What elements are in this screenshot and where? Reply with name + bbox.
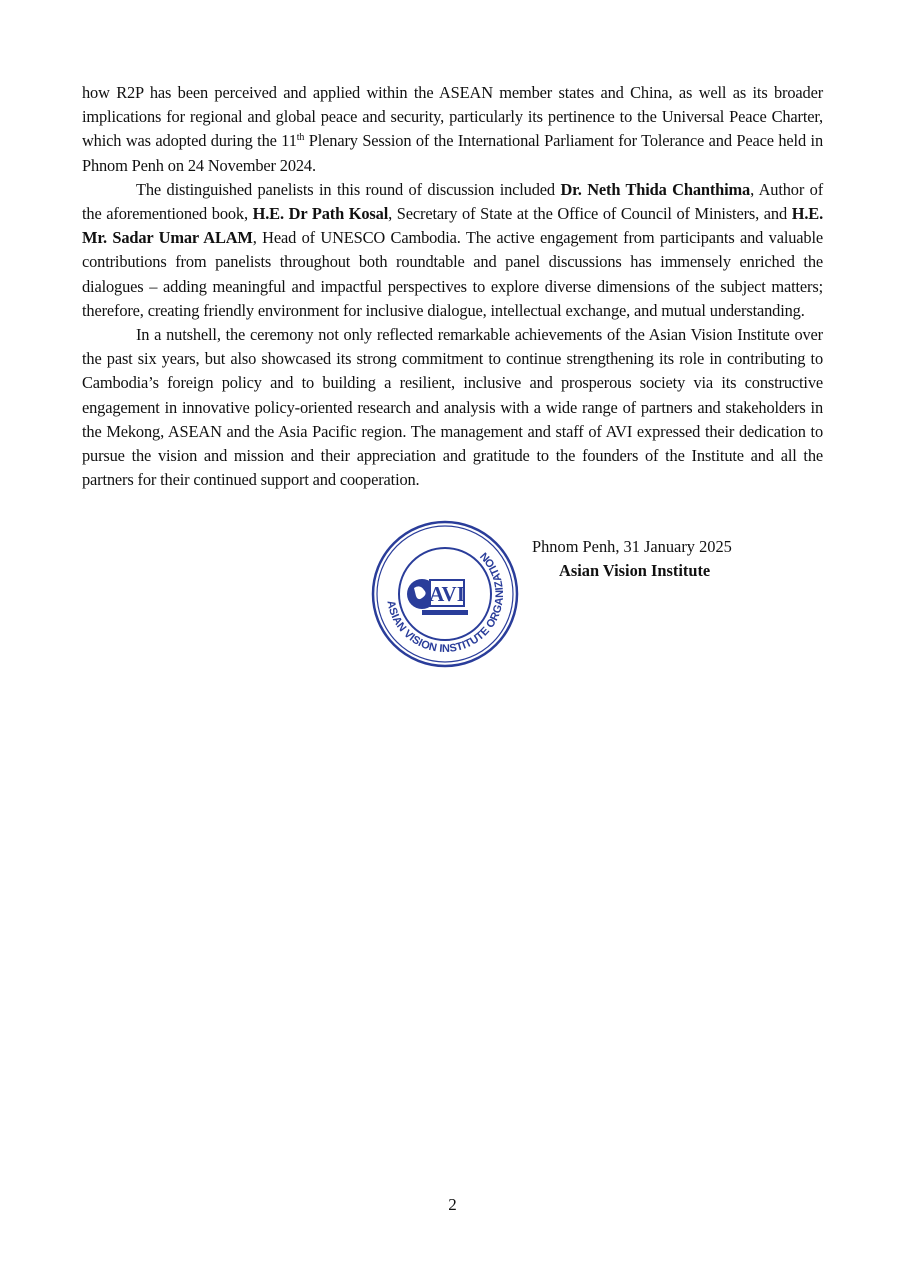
paragraph-2	[82, 178, 823, 323]
paragraph-1-text: how R2P has been perceived and applied within the ASEAN member states and China, as well as its broader implications for regional and global peace and security, particularly its pertinence to the Universal Peace Charter, which was adopted during the 11	[82, 83, 823, 151]
page-number: 2	[448, 1195, 457, 1214]
paragraph-3: In a nutshell, the ceremony not only reflected remarkable achievements of the Asian Vision Institute over the past six years, but also showcased its strong commitment to continue strengthening its role in contributing to Cambodia’s foreign policy and to building a resilient, inclusive and prosperous society via its constructive engagement in innovative policy-oriented research and analysis with a wide range of partners and stakeholders in the Mekong, ASEAN and the Asia Pacific region. The management and staff of AVI expressed their dedication to pursue the vision and mission and their appreciation and gratitude to the founders of the Institute and all the partners for their continued support and cooperation.	[82, 325, 823, 490]
organization-stamp-icon	[370, 520, 520, 668]
panelist-name-2: H.E. Dr Path Kosal	[252, 204, 389, 224]
paragraph-1	[82, 81, 823, 178]
stamp-banner	[422, 610, 468, 615]
place-date: Phnom Penh, 31 January 2025	[532, 537, 732, 556]
signature-block	[532, 535, 792, 583]
panelist-name-1: Dr. Neth Thida Chanthima	[560, 179, 751, 199]
paragraph-2-text: , Head of UNESCO Cambodia. The active engagement from participants and valuable contributions from panelists throughout both roundtable and panel discussions has immensely enriched the dialogues – adding meaningful and impactful perspectives to explore diverse dimensions of the subject matters; therefore, creating friendly environment for inclusive dialogue, intellectual exchange, and mutual understanding.	[82, 228, 824, 320]
paragraph-2-text: The distinguished panelists in this round of discussion included	[136, 179, 561, 199]
ordinal-suffix: th	[296, 132, 305, 144]
paragraph-2-text: , Secretary of State at the Office of Council of Ministers, and	[388, 204, 792, 224]
body-text	[82, 81, 823, 492]
paragraph-1-text-end: Plenary Session of the International Parliament for Tolerance and Peace held in Phnom Penh on 24 November 2024.	[82, 131, 823, 175]
stamp-ring-textpath: ASIAN VISION INSTITUTE ORGANIZATION	[384, 549, 507, 656]
avi-logo-text: AVI	[429, 582, 465, 606]
paragraph-2-text: , Author of the aforementioned book,	[82, 179, 823, 224]
signing-organization: Asian Vision Institute	[559, 561, 711, 580]
panelist-name-3: H.E. Mr. Sadar Umar ALAM	[82, 204, 824, 248]
